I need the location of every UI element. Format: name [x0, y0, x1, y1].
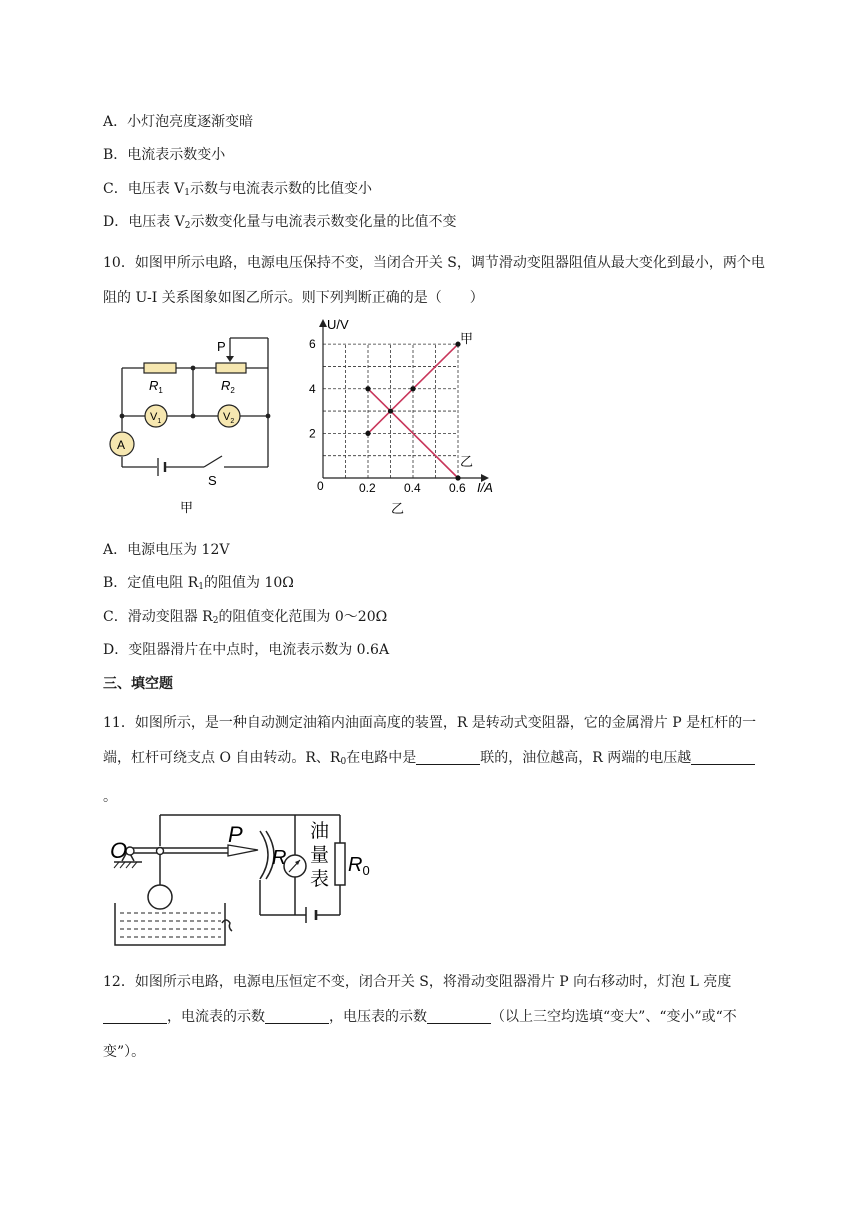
q11-stem-text-2: 在电路中是	[346, 750, 417, 766]
label-ammeter: A	[117, 438, 126, 452]
graph-point	[365, 431, 370, 436]
meter-char-1: 油	[310, 821, 330, 842]
q11-blank-1[interactable]	[416, 750, 480, 765]
label-r0: $R_0$	[348, 854, 370, 878]
q11-blank-2[interactable]	[691, 750, 755, 765]
subscript: 2	[212, 616, 219, 626]
y-axis-label: U/V	[327, 317, 349, 332]
float-ball	[148, 885, 172, 909]
subscript: 0	[340, 757, 347, 767]
q11-stem	[103, 706, 768, 815]
q11-stem-end: 。	[103, 789, 117, 805]
y-tick-label: 4	[309, 381, 316, 396]
resistor-r2	[216, 363, 246, 373]
y-axis-arrow-icon	[319, 319, 327, 327]
graph-point	[388, 408, 393, 413]
label-r2: $R_2$	[221, 378, 235, 395]
q10-option-b-text: B．定值电阻 R	[103, 575, 199, 591]
series-label-yi: 乙	[460, 454, 474, 469]
label-switch: S	[208, 473, 217, 488]
q10-option-a: A．电源电压为 12V	[103, 542, 230, 558]
y-tick-label: 2	[309, 426, 316, 441]
series-label-jia: 甲	[460, 331, 474, 346]
x-tick-label: 0.4	[404, 481, 421, 495]
label-r: R	[272, 847, 287, 869]
label-v2: $V_2$	[223, 411, 235, 425]
q9-option-c-text-end: 示数与电流表示数的比值变小	[190, 181, 373, 197]
subscript: 1	[198, 582, 205, 592]
q11-stem-text-3: 联的，油位越高，R 两端的电压越	[480, 750, 692, 766]
q9-option-d-text: D．电压表 V	[103, 214, 185, 230]
q10-option-c-text-end: 的阻值变化范围为 0～20Ω	[218, 609, 388, 625]
q9-option-c	[103, 179, 372, 203]
caption-jia: 甲	[180, 500, 194, 515]
q10-circuit-figure	[100, 330, 280, 520]
q9-option-c-text: C．电压表 V	[103, 181, 185, 197]
q9-option-a: A．小灯泡亮度逐渐变暗	[103, 114, 254, 130]
y-tick-label: 6	[309, 337, 316, 352]
q12-blank-1[interactable]	[103, 1009, 167, 1024]
graph-point	[455, 475, 460, 480]
q12-stem-text-4: （以上三空均选填“变大”、“变小”或“不变”）。	[103, 1009, 737, 1060]
q12-stem-text-2: ，电流表的示数	[167, 1009, 265, 1025]
slider-arrow-icon	[226, 356, 234, 362]
q10-stem: 10．如图甲所示电路，电源电压保持不变，当闭合开关 S，调节滑动变阻器阻值从最大变化到最小，两个电阻的 U-I 关系图象如图乙所示。则下列判断正确的是（ ）	[103, 255, 765, 306]
q12-stem-text-3: ，电压表的示数	[329, 1009, 427, 1025]
q9-option-d-text-end: 示数变化量与电流表示数变化量的比值不变	[190, 214, 457, 230]
q11-stem-text: 11．如图所示，是一种自动测定油箱内油面高度的装置，R 是转动式变阻器，它的金属滑片 P 是杠杆的一端，杠杆可绕支点 O 自由转动。R、R	[103, 715, 757, 766]
resistor-r1	[144, 363, 176, 373]
q9-option-d	[103, 212, 457, 236]
label-o: O	[110, 838, 128, 863]
q10-option-b-text-end: 的阻值为 10Ω	[204, 575, 294, 591]
subscript: 2	[184, 221, 191, 231]
section-heading: 三、填空题	[103, 676, 173, 692]
q11-oil-gauge-figure	[100, 805, 385, 955]
graph-point	[365, 386, 370, 391]
q10-option-c	[103, 607, 387, 631]
resistor-r0	[335, 843, 345, 885]
caption-yi: 乙	[391, 501, 405, 516]
q12-stem	[103, 965, 768, 1070]
x-tick-label: 0.6	[449, 481, 466, 495]
meter-char-3: 表	[310, 869, 330, 890]
q9-option-b: B．电流表示数变小	[103, 147, 226, 163]
q10-option-b	[103, 573, 294, 597]
label-r1: $R_1$	[149, 378, 163, 395]
x-tick-label: 0.2	[359, 481, 376, 495]
x-axis-label: I/A	[477, 480, 493, 495]
subscript: 1	[184, 188, 191, 198]
q12-stem-text: 12．如图所示电路，电源电压恒定不变，闭合开关 S，将滑动变阻器滑片 P 向右移动时，灯泡 L 亮度	[103, 974, 732, 990]
q10-option-d: D．变阻器滑片在中点时，电流表示数为 0.6A	[103, 642, 390, 658]
label-p: P	[217, 339, 226, 354]
q12-blank-2[interactable]	[265, 1009, 329, 1024]
q12-blank-3[interactable]	[427, 1009, 491, 1024]
label-v1: $V_1$	[150, 411, 162, 425]
label-p: P	[228, 822, 243, 847]
meter-char-2: 量	[310, 845, 330, 866]
q10-option-c-text: C．滑动变阻器 R	[103, 609, 213, 625]
origin-label: 0	[317, 479, 324, 493]
q10-ui-graph	[305, 315, 505, 525]
graph-point	[410, 386, 415, 391]
